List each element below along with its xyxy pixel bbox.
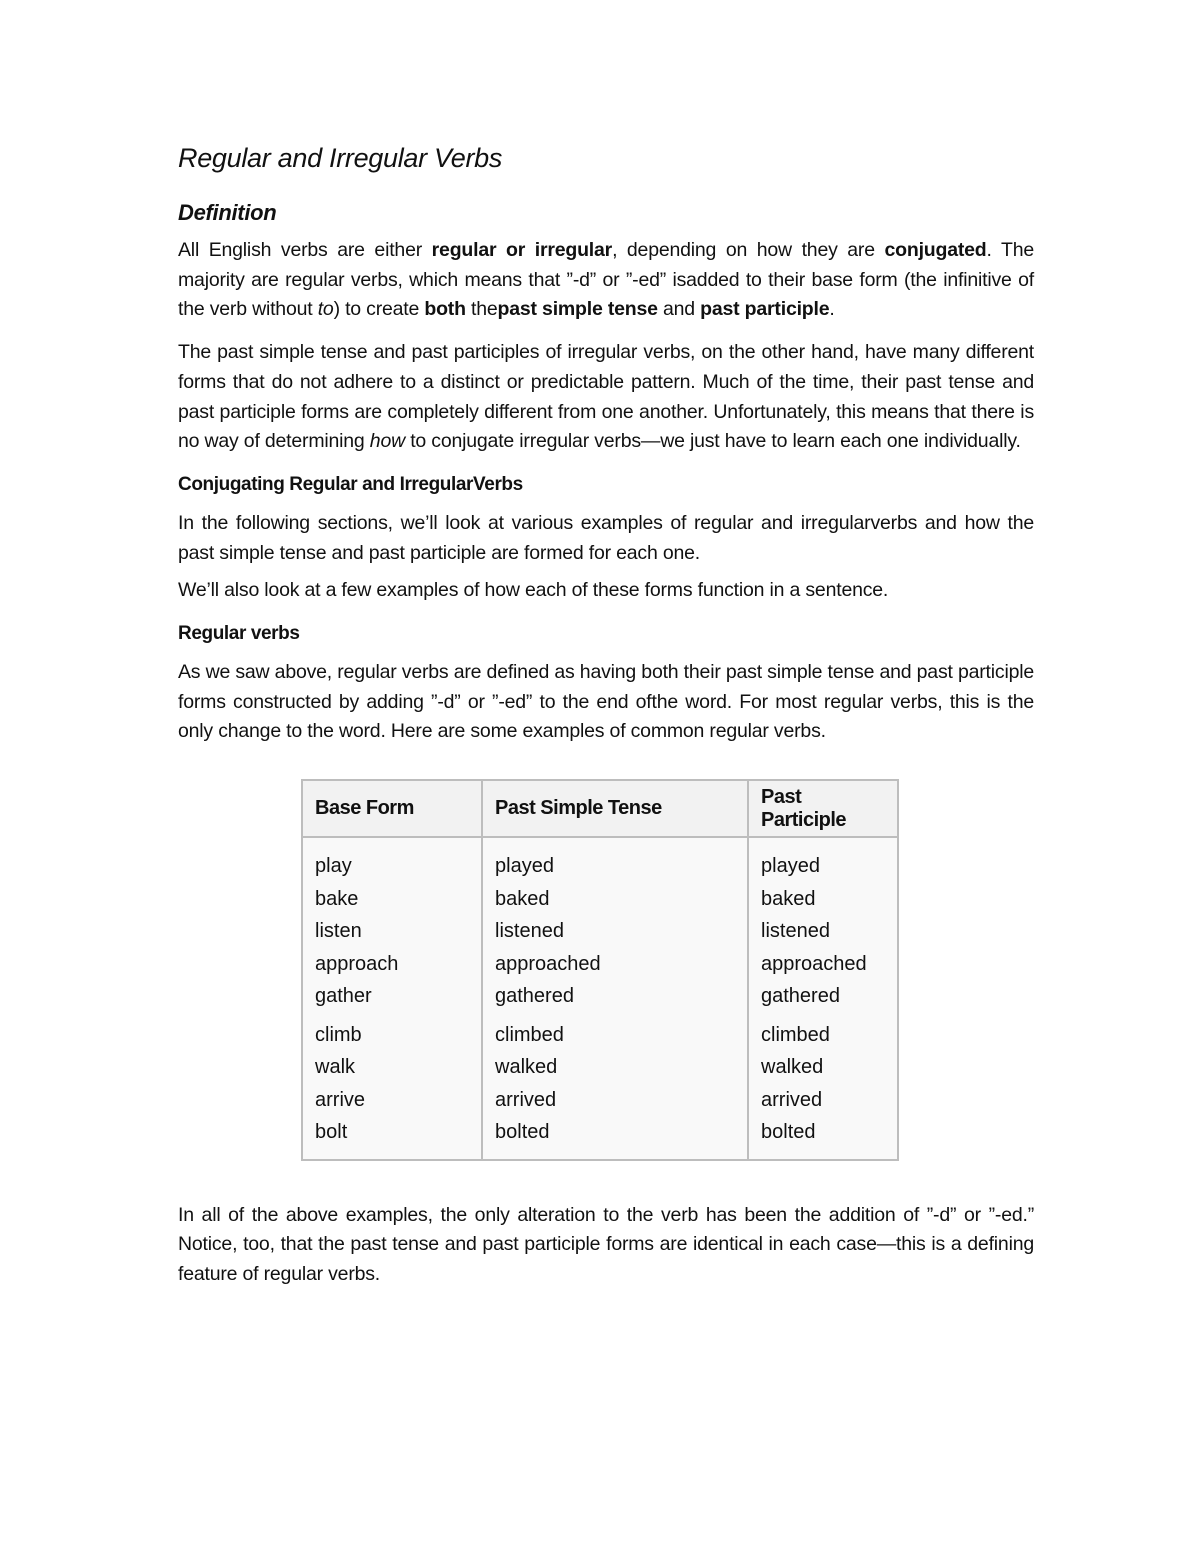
base-form-word: approach [315, 952, 399, 975]
regular-verbs-table-wrapper [301, 779, 899, 1161]
header-past-simple-tense: Past Simple Tense [482, 780, 748, 837]
past-participle-word: gathered [761, 985, 840, 1008]
text-run: to conjugate irregular verbs—we just have to learn each one individually. [404, 430, 1021, 453]
past-simple-word: arrived [495, 1088, 557, 1111]
text-run: the [465, 298, 498, 321]
table-header-row [302, 780, 898, 837]
document-page [178, 138, 1034, 1303]
past-simple-word: baked [495, 887, 550, 910]
conjugating-heading: Conjugating Regular and IrregularVerbs [178, 473, 523, 495]
past-simple-word: climbed [495, 1023, 564, 1046]
past-simple-word: listened [495, 920, 564, 943]
past-participle-word: approached [761, 952, 867, 975]
past-participle-word: climbed [761, 1023, 830, 1046]
regular-verbs-paragraph-2: In all of the above examples, the only alteration to the verb has been the addition of ”-d” or ”-ed.” Notice, too, that the past tense and past participle forms are identical in each case—this is a defining feature of regular verbs. [178, 1203, 1034, 1286]
base-form-word: play [315, 855, 352, 878]
header-base-form: Base Form [302, 780, 482, 837]
bold-term-both: both [424, 298, 466, 321]
document-title: Regular and Irregular Verbs [178, 143, 503, 173]
past-simple-word: approached [495, 952, 601, 975]
regular-verbs-paragraph-1: As we saw above, regular verbs are defined as having both their past simple tense and past participle forms constructed by adding ”-d” or ”-ed” to the end ofthe word. For most regular verbs, this is the only change to the word. Here are some examples of common regular verbs. [178, 661, 1034, 743]
past-simple-word: played [495, 855, 554, 878]
base-form-word: gather [315, 985, 372, 1008]
bold-term-past-participle: past participle [700, 298, 830, 321]
table-row [302, 837, 898, 1160]
bold-term-regular-or-irregular: regular or irregular [431, 239, 613, 261]
past-participle-word: played [761, 855, 820, 878]
definition-paragraph-1 [178, 236, 1034, 325]
past-participle-word: arrived [761, 1088, 823, 1111]
past-participle-cell [748, 837, 898, 1160]
definition-heading: Definition [178, 200, 277, 225]
base-form-word: climb [315, 1023, 362, 1046]
base-form-word: bake [315, 887, 359, 910]
text-run: ) to create [333, 298, 425, 321]
text-run: All English verbs are either [178, 239, 432, 261]
past-simple-cell [482, 837, 748, 1160]
text-run: and [657, 298, 701, 321]
regular-verbs-heading: Regular verbs [178, 623, 300, 645]
base-form-word: walk [315, 1056, 356, 1079]
base-form-word: arrive [315, 1088, 366, 1111]
conjugating-paragraph-1: In the following sections, we’ll look at various examples of regular and irregularverbs and how the past simple tense and past participle are formed for each one. [178, 511, 1034, 564]
definition-paragraph-2 [178, 338, 1034, 457]
text-run: The past simple tense and past participles of irregular verbs, on the other hand, have many different forms that do not adhere to a distinct or predictable pattern. Much of the time, their past tense and past participle forms are completely different from one another. Unfortunately, this means that there is no way of determining [178, 341, 1034, 453]
past-participle-word: listened [761, 920, 830, 943]
bold-term-past-simple-tense: past simple tense [497, 298, 658, 321]
text-run: , depending on how they are [612, 239, 885, 261]
past-participle-word: baked [761, 887, 816, 910]
conjugating-paragraph-2: We’ll also look at a few examples of how each of these forms function in a sentence. [178, 579, 889, 602]
bold-term-conjugated: conjugated [884, 239, 987, 261]
past-simple-word: gathered [495, 985, 574, 1008]
base-form-word: listen [315, 920, 362, 943]
text-run: . [829, 298, 835, 321]
past-participle-word: walked [761, 1056, 824, 1079]
past-participle-word: bolted [761, 1121, 816, 1144]
italic-term-to: to [317, 298, 334, 321]
text-run: . The majority are regular verbs, which means that ”-d” or ”-ed” isadded to their base form (the infinitive of the verb without [178, 239, 1035, 321]
past-simple-word: bolted [495, 1121, 550, 1144]
regular-verbs-table [301, 779, 899, 1161]
base-form-word: bolt [315, 1121, 348, 1144]
header-past-participle: Past Participle [748, 780, 898, 837]
italic-term-how: how [369, 430, 405, 453]
base-form-cell [302, 837, 482, 1160]
past-simple-word: walked [495, 1056, 558, 1079]
